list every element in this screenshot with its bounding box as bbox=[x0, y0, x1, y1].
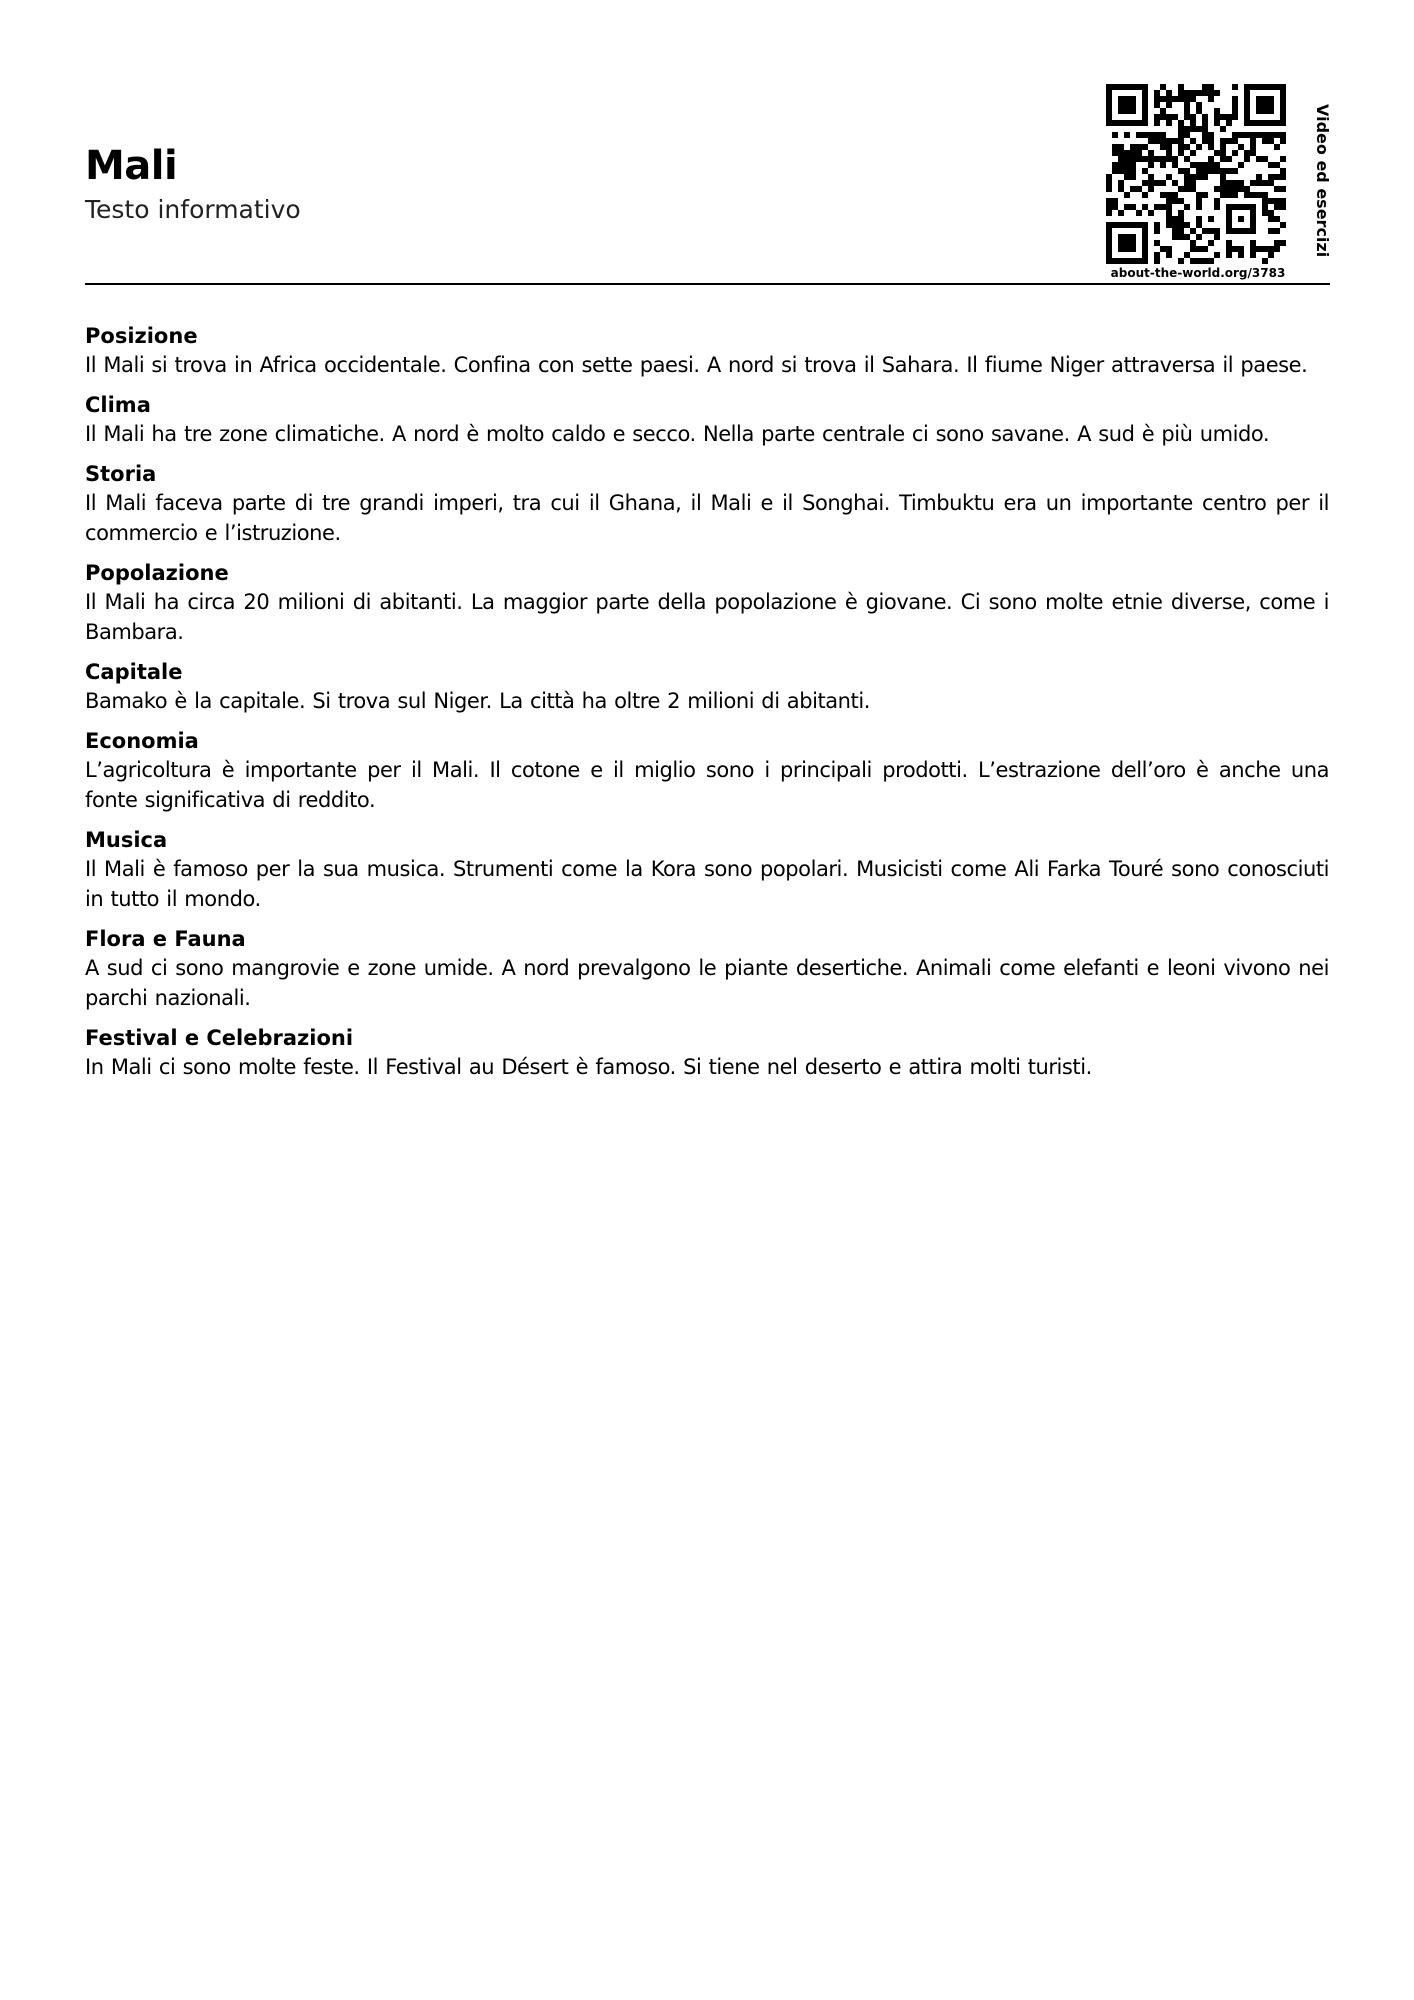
section-text: A sud ci sono mangrovie e zone umide. A nord prevalgono le piante desertiche. Animali come elefanti e leoni vivono nei parchi nazionali. bbox=[85, 956, 1329, 1010]
header-divider bbox=[85, 283, 1330, 285]
section-heading: Festival e Celebrazioni bbox=[85, 1026, 354, 1050]
section-clima bbox=[85, 392, 1329, 449]
section-festival bbox=[85, 1025, 1329, 1082]
section-heading: Clima bbox=[85, 393, 151, 417]
section-popolazione bbox=[85, 560, 1329, 647]
section-musica bbox=[85, 827, 1329, 914]
section-text: L’agricoltura è importante per il Mali. Il cotone e il miglio sono i principali prodotti. L’estrazione dell’oro è anche una fonte significativa di reddito. bbox=[85, 758, 1329, 812]
section-heading: Flora e Fauna bbox=[85, 927, 246, 951]
section-flora-fauna bbox=[85, 926, 1329, 1013]
section-text: Il Mali si trova in Africa occidentale. Confina con sette paesi. A nord si trova il Sahara. Il fiume Niger attraversa il paese. bbox=[85, 353, 1308, 377]
section-text: Bamako è la capitale. Si trova sul Niger. La città ha oltre 2 milioni di abitanti. bbox=[85, 689, 870, 713]
section-text: Il Mali ha tre zone climatiche. A nord è molto caldo e secco. Nella parte centrale ci sono savane. A sud è più umido. bbox=[85, 422, 1270, 446]
qr-url-label[interactable]: about-the-world.org/3783 bbox=[1110, 266, 1286, 280]
section-heading: Musica bbox=[85, 828, 168, 852]
page-subtitle: Testo informativo bbox=[85, 195, 301, 224]
section-posizione bbox=[85, 323, 1329, 380]
document-body bbox=[85, 323, 1329, 1094]
section-capitale bbox=[85, 659, 1329, 716]
qr-code-icon[interactable] bbox=[1106, 84, 1286, 264]
page-title: Mali bbox=[85, 143, 178, 189]
section-text: Il Mali è famoso per la sua musica. Strumenti come la Kora sono popolari. Musicisti come Ali Farka Touré sono conosciuti in tutto il mondo. bbox=[85, 857, 1329, 911]
section-heading: Storia bbox=[85, 462, 157, 486]
section-storia bbox=[85, 461, 1329, 548]
qr-caption: Video ed esercizi bbox=[1313, 104, 1332, 258]
section-heading: Popolazione bbox=[85, 561, 229, 585]
section-economia bbox=[85, 728, 1329, 815]
section-text: In Mali ci sono molte feste. Il Festival au Désert è famoso. Si tiene nel deserto e attira molti turisti. bbox=[85, 1055, 1092, 1079]
section-heading: Posizione bbox=[85, 324, 198, 348]
section-heading: Economia bbox=[85, 729, 199, 753]
section-text: Il Mali ha circa 20 milioni di abitanti. La maggior parte della popolazione è giovane. Ci sono molte etnie diverse, come i Bambara. bbox=[85, 590, 1329, 644]
section-text: Il Mali faceva parte di tre grandi imperi, tra cui il Ghana, il Mali e il Songhai. Timbuktu era un importante centro per il commercio e l’istruzione. bbox=[85, 491, 1329, 545]
section-heading: Capitale bbox=[85, 660, 183, 684]
